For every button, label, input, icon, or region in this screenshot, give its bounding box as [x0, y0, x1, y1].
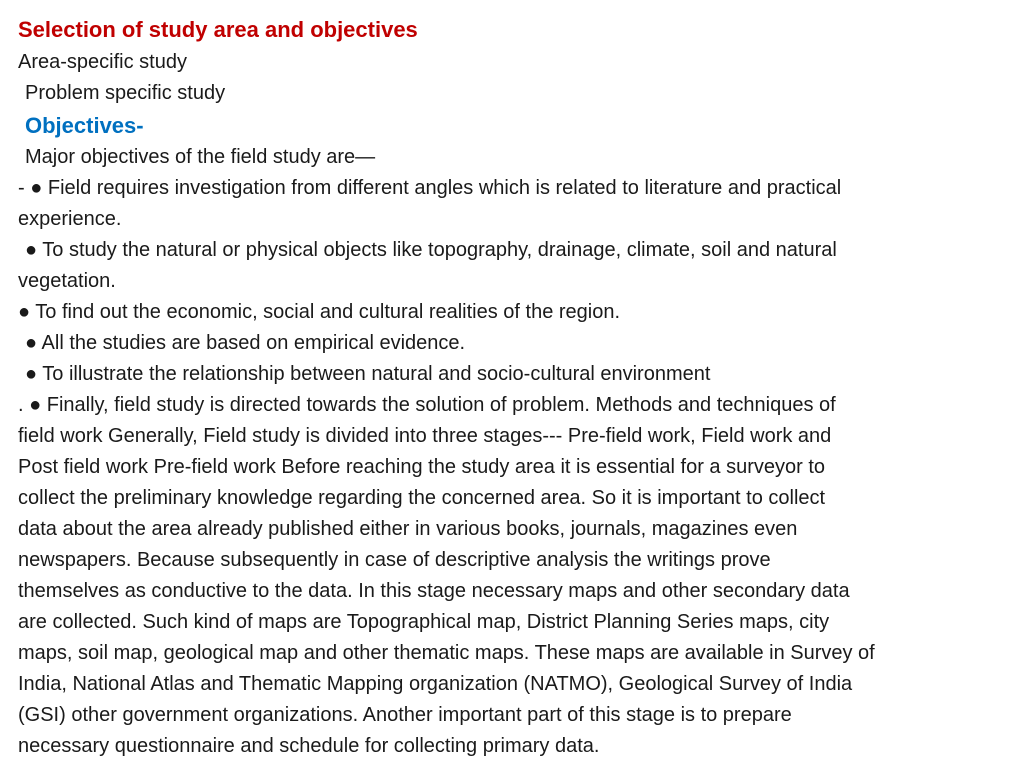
slide-title: Selection of study area and objectives: [18, 17, 418, 42]
objectives-intro: Major objectives of the field study are—: [25, 146, 376, 168]
intro-line-area: Area-specific study: [18, 51, 187, 73]
intro-line-problem: Problem specific study: [25, 82, 226, 104]
paragraph-line: newspapers. Because subsequently in case of descriptive analysis the writings prove: [18, 549, 771, 571]
bullet-line: ● To study the natural or physical objects like topography, drainage, climate, soil and natural: [25, 239, 837, 261]
paragraph-line: field work Generally, Field study is divided into three stages--- Pre-field work, Field work and: [18, 425, 832, 447]
bullet-line: ● To find out the economic, social and cultural realities of the region.: [18, 301, 621, 323]
bullet-line: - ● Field requires investigation from different angles which is related to literature and practical: [18, 177, 842, 199]
paragraph-line: . ● Finally, field study is directed towards the solution of problem. Methods and techniques of: [18, 394, 836, 416]
bullet-line: experience.: [18, 208, 122, 230]
paragraph-line: collect the preliminary knowledge regarding the concerned area. So it is important to collect: [18, 487, 826, 509]
objectives-heading: Objectives-: [25, 113, 144, 138]
paragraph-line: necessary questionnaire and schedule for collecting primary data.: [18, 735, 600, 757]
bullet-line: ● All the studies are based on empirical evidence.: [25, 332, 466, 354]
paragraph-line: India, National Atlas and Thematic Mapping organization (NATMO), Geological Survey of India: [18, 673, 853, 695]
paragraph-line: maps, soil map, geological map and other thematic maps. These maps are available in Survey of: [18, 642, 875, 664]
bullet-line: ● To illustrate the relationship between natural and socio-cultural environment: [25, 363, 711, 385]
paragraph-line: are collected. Such kind of maps are Topographical map, District Planning Series maps, city: [18, 611, 830, 633]
paragraph-line: (GSI) other government organizations. Another important part of this stage is to prepare: [18, 704, 792, 726]
paragraph-line: data about the area already published either in various books, journals, magazines even: [18, 518, 798, 540]
paragraph-line: Post field work Pre-field work Before reaching the study area it is essential for a surveyor to: [18, 456, 826, 478]
paragraph-line: themselves as conductive to the data. In this stage necessary maps and other secondary data: [18, 580, 850, 602]
body-paragraph: [18, 390, 1012, 762]
bullet-line: vegetation.: [18, 270, 116, 292]
